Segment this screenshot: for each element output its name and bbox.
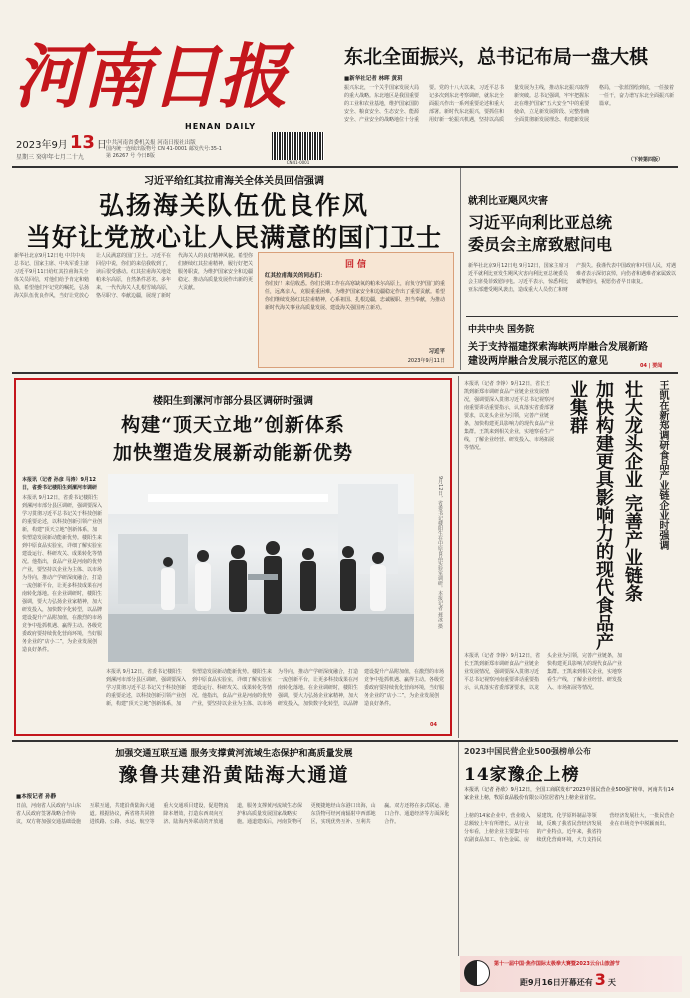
expo-title: 第十一届中国·焦作国际太极拳大赛暨2023云台山旅游节 [494,961,620,967]
letter-salutation: 红其拉甫海关的同志们： [265,273,326,279]
libya-headline-1: 习近平向利比亚总统 [468,213,613,232]
side-kicker: 王凯在新郑调研食品产业链企业时强调 [657,380,668,550]
libya-body: 新华社北京9月12日电 9月12日，国家主席习近平就利比亚发生飓风灾害向利比亚总统委员会主席曼菲致慰问电。习近平表示，惊悉利比亚东部遭受飓风袭击，造成重大人员伤亡和财产损失。我谨代表中国政府和中国人民，对遇难者表示深切哀悼，向伤者和遇难者家属致以诚挚慰问，祝愿伤者早日康复。 [468,263,677,293]
feature-byline: 本报讯（记者 孙彦 马涛）9月12日，省委书记楼阳生到漯河市调研 [22,477,98,491]
northeast-headline: 东北全面振兴，总书记布局一盘大棋 [344,46,649,68]
logo-pinyin: HENAN DAILY [185,122,256,131]
letter-title: 回信 [344,260,369,270]
photo-caption: 9月12日，省委书记楼阳生在中原食品实验室调研。本报记者 聂冰 摄 [437,476,443,629]
weekday-line: 星期三 癸卯年七月二十九 [16,154,84,161]
corridor-body: 日前，河南省人民政府与山东省人民政府签署战略合作协议，双方将加强交通基础设施互联互通，共建沿黄陆海大通道。根据协议，两省将共同推进铁路、公路、水运、航空等重大交通项目建设，促进物流降本增效，打造东西双向互济、陆海内外联动的开放通道，服务支撑黄河流域生态保护和高质量发展国家战略实施。通道建成后，河南货物可更便捷地经山东港口出海，山东货物可经河南辐射中西部地区，实现优势互补、互利共赢。双方还将在多式联运、港口合作、通道经济等方面深化合作。 [16,803,450,825]
feature-page-ref: 04 [430,722,437,728]
enterprise-kicker: 2023中国民营企业500强榜单公布 [464,747,591,756]
taichi-icon [464,960,490,986]
side-body-bottom: 本报讯（记者 李铮）9月12日，省长王凯到新郑市调研食品产业链企业发展情况，强调要深入贯彻习近平总书记视察河南重要讲话重要指示，认真落实省委部署要求，以龙头企业为引领，完善产业链条，加快构建更具影响力的现代食品产业集群。王凯来到相关企业，实地察看生产线，了解企业经营、研发投入、市场拓展等情况。 [464,653,623,691]
reply-letter-box [258,252,454,368]
publisher-line: 中共河南省委机关报 河南日报社出版 [106,140,196,146]
lead-kicker: 习近平给红其拉甫海关全体关员回信强调 [144,176,324,187]
feature-body-bottom: 本报讯 9月12日，省委书记楼阳生到漯河市部分县区调研，强调要深入学习贯彻习近平总书记关于科技创新的重要论述，以科技创新引领产业创新，构建“顶天立地”创新体系，加快塑造发展新动能新优势。楼阳生来到中原食品实验室，详细了解实验室建设运行、科研攻关、成果转化等情况。他指出，食品产业是河南的优势产业，要坚持以企业为主体、以市场为导向，推动产学研深度融合，打造一流创新平台，让更多科技成果在河南转化落地。在企业调研时，楼阳生强调，要大力弘扬企业家精神，加大研发投入，加快数字化转型，以品牌建设提升产品附加值，在激烈的市场竞争中抢抓机遇、赢得主动。各级党委政府要持续优化营商环境，当好服务企业的“店小二”，为企业发展创造良好条件。 [106,669,445,707]
enterprise-byline: 本报讯（记者 孙欣）9月12日，全国工商联发布“2023中国民营企业500强”榜单，河南共有14家企业上榜，牧原食品股份有限公司位居省内上榜企业首位。 [464,787,674,801]
side-headline-1: 壮大龙头企业 完善产业链条 [622,380,643,603]
northeast-byline: ■新华社记者 林晖 黄玥 [344,76,403,82]
feature-kicker: 楼阳生到漯河市部分县区调研时强调 [153,396,313,407]
lead-body: 新华社北京9月12日电 中共中央总书记、国家主席、中央军委主席习近平9月11日给红其拉甫海关全体关员回信，对他们给予肯定和勉励，希望他们牢记党的嘱托，弘扬海关队伍优良作风，当好让党放心让人民满意的国门卫士。习近平在回信中说，你们的来信我收到了，读后很受感动。红其拉甫海关地处帕米尔高原，自然条件恶劣。多年来，一代代海关人扎根雪域高原，恪尽职守、奉献边疆，展现了新时代海关人的良好精神风貌。希望你们赓续红其拉甫精神，履行好把关服务职责，为维护国家安全和边疆稳定、推动高质量发展作出新的更大贡献。 [14,253,254,299]
corridor-kicker: 加强交通互联互通 服务支撑黄河流域生态保护和高质量发展 [115,749,353,759]
expo-banner [460,956,682,992]
fujian-headline-2: 建设两岸融合发展示范区的意见 [468,356,608,367]
barcode-label: CN41-0001 [286,160,310,165]
libya-kicker: 就利比亚飓风灾害 [468,196,548,207]
feature-headline-2: 加快塑造发展新动能新优势 [112,442,353,464]
lead-headline-2: 当好让党放心让人民满意的国门卫士 [25,223,442,252]
libya-headline-2: 委员会主席致慰问电 [468,235,613,254]
countdown-prefix: 距9月16日开幕还有 [520,978,593,987]
corridor-headline: 豫鲁共建沿黄陆海大通道 [118,764,350,786]
photo-illustration [108,474,414,662]
newspaper-logo: 河南日报 [14,35,286,118]
letter-body: 你们好！来信收悉。你们长期工作在高寒缺氧的帕米尔高原上，肩负守护国门的重任，远离亲人，克服重重困难，为维护国家安全和边疆稳定作出了重要贡献。希望你们继续发扬红其拉甫精神，心系祖国、扎根边疆，忠诚履职、担当奉献，为推动新时代海关事业高质量发展、建设海关强国再立新功。 [265,281,446,311]
side-headline-2: 加快构建更具影响力的现代食品产业集群 [567,380,614,650]
registration-line: 国内统一连续出版物号 CN 41-0001 邮发代号:35-1 [106,146,222,152]
countdown-days: 3 [594,970,606,989]
enterprise-body: 上榜的14家企业中，营业收入总额较上年有所增长。从行业分布看，上榜企业主要集中在农副食品加工、有色金属、房屋建筑、化学原料制品等领域，反映了我省民营经济发展的产业特点。近年来，我省持续优化营商环境，大力支持民营经济发展壮大，一批民营企业在市场竞争中脱颖而出。 [464,813,675,843]
letter-signature: 习近平 [428,349,445,355]
fujian-page-ref: 04 | 要闻 [640,363,663,369]
expo-countdown [520,970,616,989]
date-suffix: 日 [96,140,107,151]
fujian-headline-1: 关于支持福建探索海峡两岸融合发展新路 [468,342,648,353]
countdown-suffix: 天 [607,978,616,987]
side-body: 本报讯（记者 李铮）9月12日，省长王凯到新郑市调研食品产业链企业发展情况，强调要深入贯彻习近平总书记视察河南重要讲话重要指示，认真落实省委部署要求，以龙头企业为引领，完善产业链条，加快构建更具影响力的现代食品产业集群。王凯来到相关企业，实地察看生产线，了解企业经营、研发投入、市场拓展等情况。 [464,381,555,451]
northeast-byline-text: 新华社记者 林晖 黄玥 [349,76,403,82]
issue-number: 第 26267 号 今日8版 [106,153,155,159]
lead-headline-1: 弘扬海关队伍优良作风 [98,191,369,220]
feature-body: 本报讯 9月12日，省委书记楼阳生到漯河市部分县区调研，强调要深入学习贯彻习近平总书记关于科技创新的重要论述，以科技创新引领产业创新，构建“顶天立地”创新体系，加快塑造发展新动能新优势。楼阳生来到中原食品实验室，详细了解实验室建设运行、科研攻关、成果转化等情况。他指出，食品产业是河南的优势产业，要坚持以企业为主体、以市场为导向，推动产学研深度融合，打造一流创新平台，让更多科技成果在河南转化落地。在企业调研时，楼阳生强调，要大力弘扬企业家精神，加大研发投入，加快数字化转型，以品牌建设提升产品附加值，在激烈的市场竞争中抢抓机遇、赢得主动。各级党委政府要持续优化营商环境，当好服务企业的“店小二”，为企业发展创造良好条件。 [22,495,103,653]
feature-photo [108,474,414,662]
corridor-byline: ■本报记者 孙静 [16,794,57,800]
date-prefix: 2023年9月 [16,140,68,151]
date-day: 13 [69,132,95,153]
barcode [272,132,324,160]
fujian-kicker: 中共中央 国务院 [468,325,535,335]
northeast-body: 振兴东北，一个关乎国家发展大局的重大战略。东北地区是我国重要的工业和农业基地，维护国家国防安全、粮食安全、生态安全、能源安全、产业安全的战略地位十分重要。党的十八大以来，习近平总书记多次到东北考察调研，就东北全面振兴作出一系列重要论述和重大部署。新时代东北振兴，要抓住和用好新一轮振兴机遇，坚持以高质量发展为主线，推动东北振兴取得新突破。总书记强调，牢牢把握东北在维护国家“五大安全”中的重要使命，立足新发展阶段、完整准确全面贯彻新发展理念、构建新发展格局，一张蓝图绘到底，一任接着一任干，奋力谱写东北全面振兴新篇章。 [344,85,675,123]
letter-date: 2023年9月11日 [407,358,445,364]
northeast-continued: （下转第四版） [628,157,664,163]
enterprise-headline: 14家豫企上榜 [464,765,580,785]
feature-headline-1: 构建“顶天立地”创新体系 [121,414,345,436]
corridor-byline-text: 本报记者 孙静 [21,794,57,800]
issue-date [16,132,107,153]
